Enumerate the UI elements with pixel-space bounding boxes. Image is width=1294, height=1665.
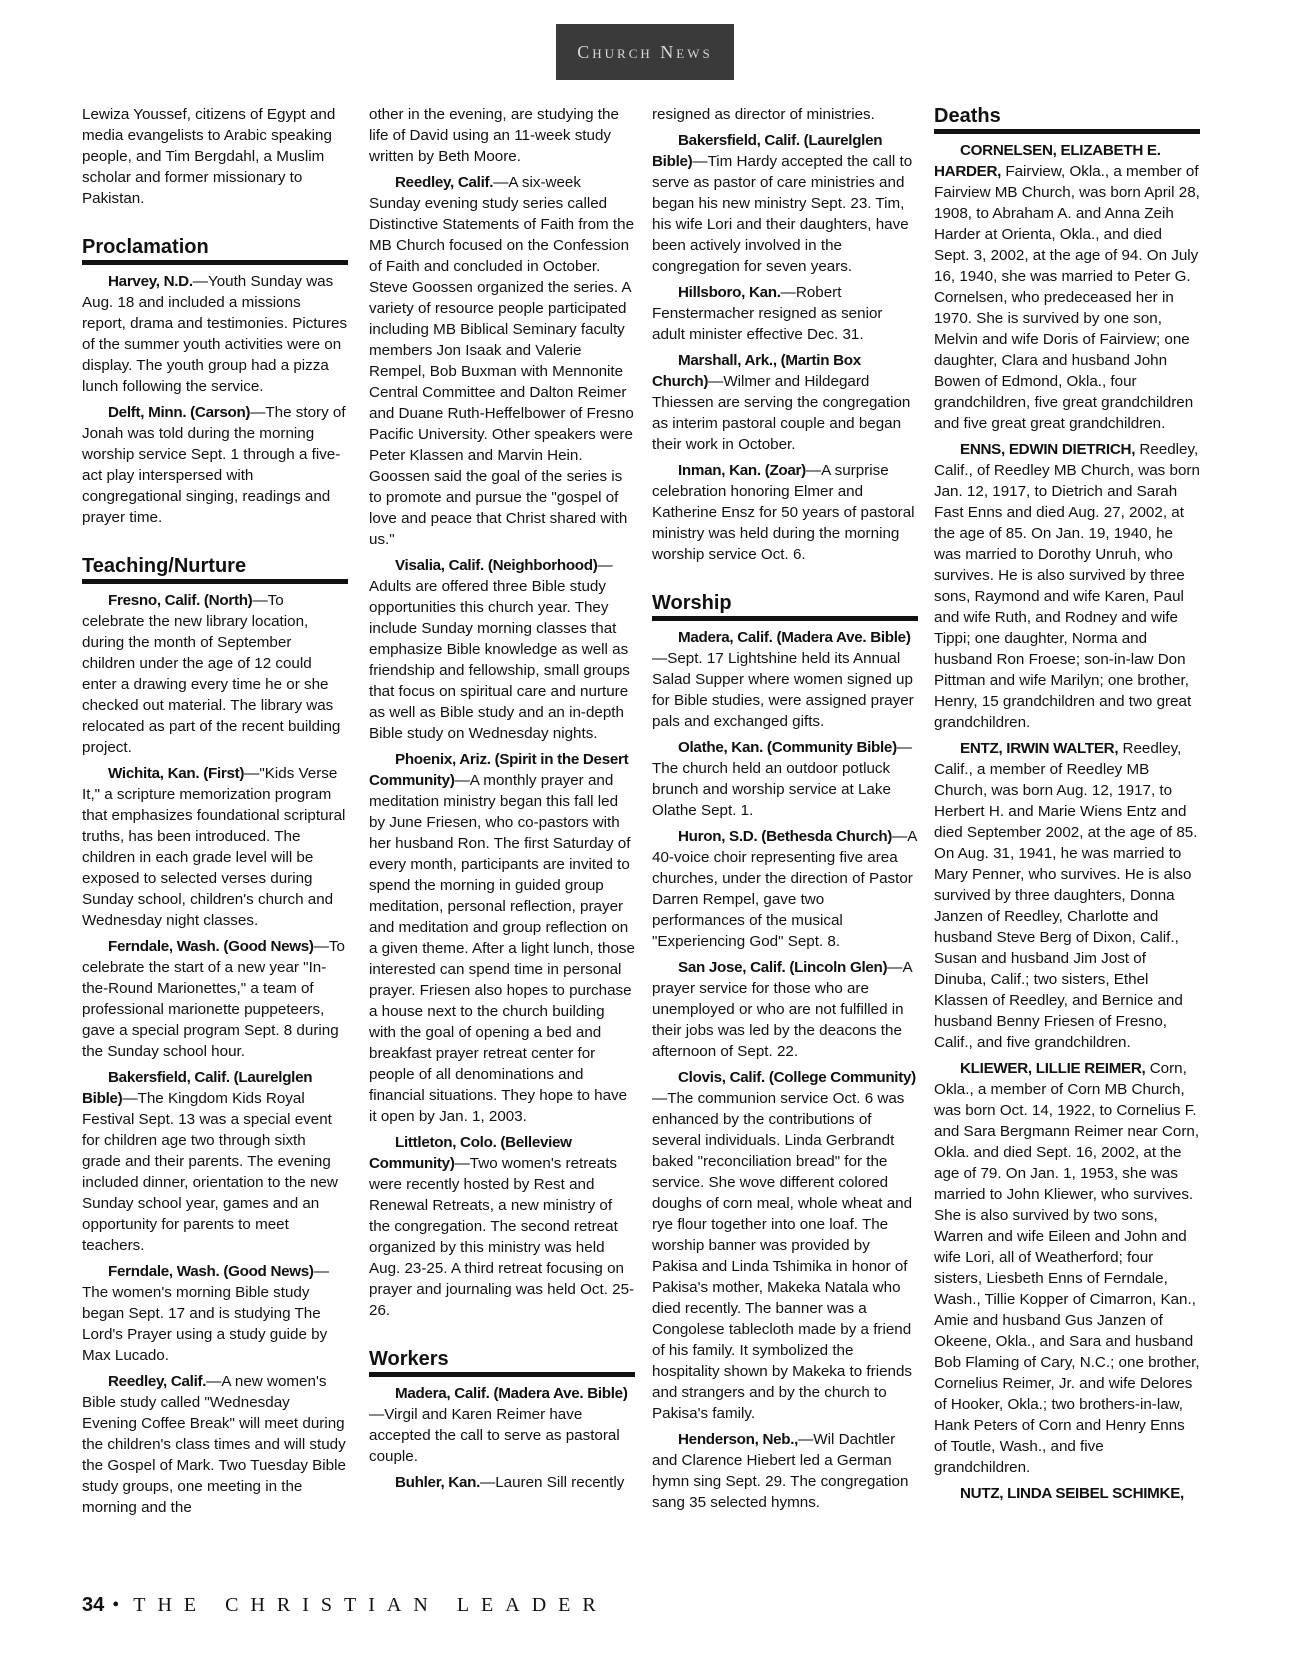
news-item (82, 1371, 348, 1518)
news-text: —Youth Sunday was Aug. 18 and included a missions report, drama and testimonies. Pictures of the summer youth activities were on display. The youth group had a pizza lunch following the service. (82, 273, 348, 395)
obituary-text: Corn, Okla., a member of Corn MB Church, was born Oct. 14, 1922, to Cornelius F. and Sara Bergmann Reimer near Corn, Okla. and died Sept. 16, 2002, at the age of 79. On Jan. 1, 1953, she was married to John Kliewer, who survives. She is also survived by two sons, Warren and wife Eileen and John and wife Lori, all of Weatherford; four sisters, Liesbeth Enns of Ferndale, Wash., Tillie Kopper of Cimarron, Kan., Amie and husband Gus Janzen of Okeene, Okla., and Sara and husband Bob Flaming of Cary, N.C.; one brother, Cornelius Reimer, Jr. and wife Delores of Hooker, Okla.; two brothers-in-law, Hank Peters of Corn and Henry Enns of Toutle, Wash., and five grandchildren. (934, 1060, 1200, 1476)
news-place: Huron, S.D. (Bethesda Church) (678, 828, 893, 845)
column-3 (652, 104, 918, 1518)
news-item (652, 1067, 918, 1424)
news-place: Buhler, Kan. (395, 1474, 481, 1491)
obituary-text: Reedley, Calif., of Reedley MB Church, was born Jan. 12, 1917, to Dietrich and Sarah Fast Enns and died Aug. 27, 2002, at the age of 85. On Jan. 19, 1940, he was married to Dorothy Unruh, who survives. He is also survived by three sons, Raymond and wife Karen, Paul and wife Ruth, and Rodney and wife Tippi; one daughter, Norma and husband Ron Froese; son-in-law Don Pittman and wife Marilyn; one brother, Henry, 15 grandchildren and two great grandchildren. (934, 441, 1200, 731)
page-footer (82, 1594, 608, 1617)
page-number: 34 (82, 1594, 105, 1616)
section-heading-proclamation: Proclamation (82, 235, 348, 265)
news-text: —To celebrate the new library location, during the month of September children under the age of 12 could enter a drawing every time he or she checked out material. The library was relocated as part of the recent building project. (82, 592, 341, 756)
news-item (369, 1132, 635, 1321)
news-text: —A 40-voice choir representing five area churches, under the direction of Pastor Darren Rempel, gave two performances of the musical "Experiencing God" Sept. 8. (652, 828, 917, 950)
continued-paragraph: resigned as director of ministries. (652, 106, 875, 123)
bullet: • (112, 1594, 120, 1616)
news-place: Bakersfield, Calif. (Laurelglen Bible) (652, 132, 883, 170)
obituary (934, 1058, 1200, 1478)
obituary (934, 738, 1200, 1053)
news-item (82, 590, 348, 758)
news-text: —Sept. 17 Lightshine held its Annual Salad Supper where women signed up for Bible studies, were assigned prayer pals and exchanged gifts. (652, 650, 914, 730)
section-heading-deaths: Deaths (934, 104, 1200, 134)
news-text: —A monthly prayer and meditation ministry began this fall led by June Friesen, who co-pastors with her husband Ron. The first Saturday of every month, participants are invited to spend the morning in guided group meditation, personal reflection, prayer and meditation and group reflection on a given theme. After a light lunch, those interested can spend time in personal prayer. Friesen also hopes to purchase a house next to the church building with the goal of opening a bed and breakfast prayer retreat center for people of all denominations and financial situations. They hope to have it open by Jan. 1, 2003. (369, 772, 635, 1125)
news-text: —The communion service Oct. 6 was enhanced by the contributions of several individuals. Linda Gerbrandt baked "reconciliation bread" for the service. She wove different colored doughs of corn meal, whole wheat and rye flour together into one loaf. The worship banner was provided by Pakisa and Linda Tshimika in honor of Pakisa's mother, Makeka Natala who died recently. The banner was a Congolese tablecloth made by a friend of his family. It symbolized the hospitality shown by Makeka to friends and strangers and by the church to Pakisa's family. (652, 1090, 913, 1422)
news-text: —The story of Jonah was told during the morning worship service Sept. 1 through a five-act play interspersed with congregational singing, readings and prayer time. (82, 404, 346, 526)
intro-paragraph: Lewiza Youssef, citizens of Egypt and media evangelists to Arabic speaking people, and Tim Bergdahl, a Muslim scholar and former missionary to Pakistan. (82, 106, 336, 207)
news-text: —Lauren Sill recently (480, 1474, 625, 1491)
news-text: —"Kids Verse It," a scripture memorization program that emphasizes foundational scriptural truths, has been introduced. The children in each grade level will be exposed to selected verses during Sunday school, children's church and Wednesday night classes. (82, 765, 346, 929)
news-item (82, 1261, 348, 1366)
news-place: Littleton, Colo. (Belleview Community) (369, 1134, 572, 1172)
news-item (369, 1472, 635, 1493)
obituary-name: ENNS, EDWIN DIETRICH, (960, 441, 1136, 458)
news-place: Olathe, Kan. (Community Bible) (678, 739, 897, 756)
news-text: —The women's morning Bible study began Sept. 17 and is studying The Lord's Prayer using a study guide by Max Lucado. (82, 1263, 329, 1364)
news-place: San Jose, Calif. (Lincoln Glen) (678, 959, 888, 976)
section-heading-teaching: Teaching/Nurture (82, 554, 348, 584)
news-place: Fresno, Calif. (North) (108, 592, 253, 609)
news-text: —A six-week Sunday evening study series called Distinctive Statements of Faith from the MB Church focused on the Confession of Faith and concluded in October. Steve Goossen organized the series. A variety of resource people participated including MB Biblical Seminary faculty members Jon Isaak and Valerie Rempel, Bob Buxman with Mennonite Central Committee and Dalton Reimer and Duane Ruth-Heffelbower of Fresno Pacific University. Other speakers were Peter Klassen and Marvin Hein. Goossen said the goal of the series is to promote and pursue the "gospel of love and peace that Christ shared with us." (369, 174, 635, 548)
obituary-name: NUTZ, LINDA SEIBEL SCHIMKE, (960, 1485, 1184, 1502)
news-place: Phoenix, Ariz. (Spirit in the Desert Community) (369, 751, 629, 789)
news-text: —A surprise celebration honoring Elmer and Katherine Ensz for 50 years of pastoral ministry was held during the morning worship service Oct. 6. (652, 462, 915, 563)
news-text: —Tim Hardy accepted the call to serve as pastor of care ministries and began his new ministry Sept. 23. Tim, his wife Lori and their daughters, have been actively involved in the congregation for seven years. (652, 153, 913, 275)
news-place: Madera, Calif. (Madera Ave. Bible) (678, 629, 911, 646)
obituary (934, 1483, 1200, 1504)
news-text: —Adults are offered three Bible study opportunities this church year. They include Sunday morning classes that emphasize Bible knowledge as well as friendship and fellowship, small groups that focus on spiritual care and nurture as well as Bible study and an in-depth Bible study on Wednesday nights. (369, 557, 630, 742)
news-item (82, 271, 348, 397)
news-text: —Virgil and Karen Reimer have accepted the call to serve as pastoral couple. (369, 1406, 620, 1465)
obituary-text: Reedley, Calif., a member of Reedley MB Church, was born Aug. 12, 1917, to Herbert H. and Marie Wiens Entz and died September 2002, at the age of 85. On Aug. 31, 1941, he was married to Mary Penner, who survives. He is also survived by three daughters, Donna Janzen of Reedley, Charlotte and husband Steve Berg of Dixon, Calif., Susan and husband Jim Jost of Dinuba, Calif.; two sisters, Ethel Klassen of Reedley, and Bernice and husband Benny Friesen of Fresno, Calif., and five grandchildren. (934, 740, 1198, 1051)
obituary-name: CORNELSEN, ELIZABETH E. HARDER, (934, 142, 1161, 180)
news-place: Ferndale, Wash. (Good News) (108, 938, 314, 955)
obituary-name: KLIEWER, LILLIE REIMER, (960, 1060, 1146, 1077)
obituary (934, 439, 1200, 733)
news-text: —The church held an outdoor potluck brunch and worship service at Lake Olathe Sept. 1. (652, 739, 913, 819)
news-item (82, 936, 348, 1062)
news-place: Marshall, Ark., (Martin Box Church) (652, 352, 861, 390)
news-item (652, 460, 918, 565)
news-item (652, 826, 918, 952)
news-item (652, 737, 918, 821)
news-item (652, 282, 918, 345)
news-place: Reedley, Calif. (108, 1373, 207, 1390)
news-place: Reedley, Calif. (395, 174, 494, 191)
news-item (652, 130, 918, 277)
obituary-text: Fairview, Okla., a member of Fairview MB Church, was born April 28, 1908, to Abraham A. and Anna Zeih Harder at Orienta, Okla., and died Sept. 3, 2002, at the age of 94. On July 16, 1940, she was married to Peter G. Cornelsen, who predeceased her in 1970. She is survived by one son, Melvin and wife Doris of Fairview; one daughter, Clara and husband John Bowen of Edmond, Okla., four grandchildren, five great grandchildren and five great great grandchildren. (934, 163, 1200, 432)
continued-paragraph: other in the evening, are studying the life of David using an 11-week study written by Beth Moore. (369, 106, 619, 165)
news-item (652, 957, 918, 1062)
section-banner: Church News (556, 24, 734, 80)
news-item (369, 1383, 635, 1467)
section-heading-worship: Worship (652, 591, 918, 621)
news-text: —A new women's Bible study called "Wednesday Evening Coffee Break" will meet during the children's class times and will study the Gospel of Mark. Two Tuesday Bible study groups, one meeting in the morning and the (82, 1373, 346, 1516)
column-4 (934, 104, 1200, 1509)
news-item (652, 350, 918, 455)
news-place: Harvey, N.D. (108, 273, 193, 290)
news-item (652, 627, 918, 732)
publication-name: THE CHRISTIAN LEADER (133, 1594, 608, 1616)
news-text: —Two women's retreats were recently hosted by Rest and Renewal Retreats, a new ministry of the congregation. The second retreat organized by this ministry was held Aug. 23-25. A third retreat focusing on prayer and journaling was held Oct. 25-26. (369, 1155, 635, 1319)
news-text: —The Kingdom Kids Royal Festival Sept. 13 was a special event for children age two through sixth grade and their parents. The evening included dinner, orientation to the new Sunday school year, games and an opportunity for parents to meet teachers. (82, 1090, 338, 1254)
news-text: —Robert Fenstermacher resigned as senior adult minister effective Dec. 31. (652, 284, 883, 343)
news-place: Clovis, Calif. (College Community) (678, 1069, 916, 1086)
news-text: —To celebrate the start of a new year "In-the-Round Marionettes," a team of professional marionette puppeteers, gave a special program Sept. 8 during the Sunday school hour. (82, 938, 345, 1060)
section-heading-workers: Workers (369, 1347, 635, 1377)
obituary-name: ENTZ, IRWIN WALTER, (960, 740, 1119, 757)
news-item (82, 1067, 348, 1256)
news-item (82, 402, 348, 528)
column-2 (369, 104, 635, 1498)
news-text: —Wil Dachtler and Clarence Hiebert led a German hymn sing Sept. 29. The congregation sang 35 selected hymns. (652, 1431, 909, 1511)
news-place: Visalia, Calif. (Neighborhood) (395, 557, 598, 574)
news-place: Henderson, Neb., (678, 1431, 799, 1448)
news-place: Bakersfield, Calif. (Laurelglen Bible) (82, 1069, 313, 1107)
column-1 (82, 104, 348, 1523)
news-item (652, 1429, 918, 1513)
obituary (934, 140, 1200, 434)
news-place: Hillsboro, Kan. (678, 284, 781, 301)
news-item (369, 555, 635, 744)
news-place: Madera, Calif. (Madera Ave. Bible) (395, 1385, 628, 1402)
news-item (369, 749, 635, 1127)
news-item (82, 763, 348, 931)
news-place: Delft, Minn. (Carson) (108, 404, 251, 421)
news-item (369, 172, 635, 550)
news-place: Inman, Kan. (Zoar) (678, 462, 806, 479)
news-place: Ferndale, Wash. (Good News) (108, 1263, 314, 1280)
news-text: —Wilmer and Hildegard Thiessen are serving the congregation as interim pastoral couple and began their work in October. (652, 373, 911, 453)
news-place: Wichita, Kan. (First) (108, 765, 245, 782)
news-text: —A prayer service for those who are unemployed or who are not fulfilled in their jobs was led by the deacons the afternoon of Sept. 22. (652, 959, 912, 1060)
